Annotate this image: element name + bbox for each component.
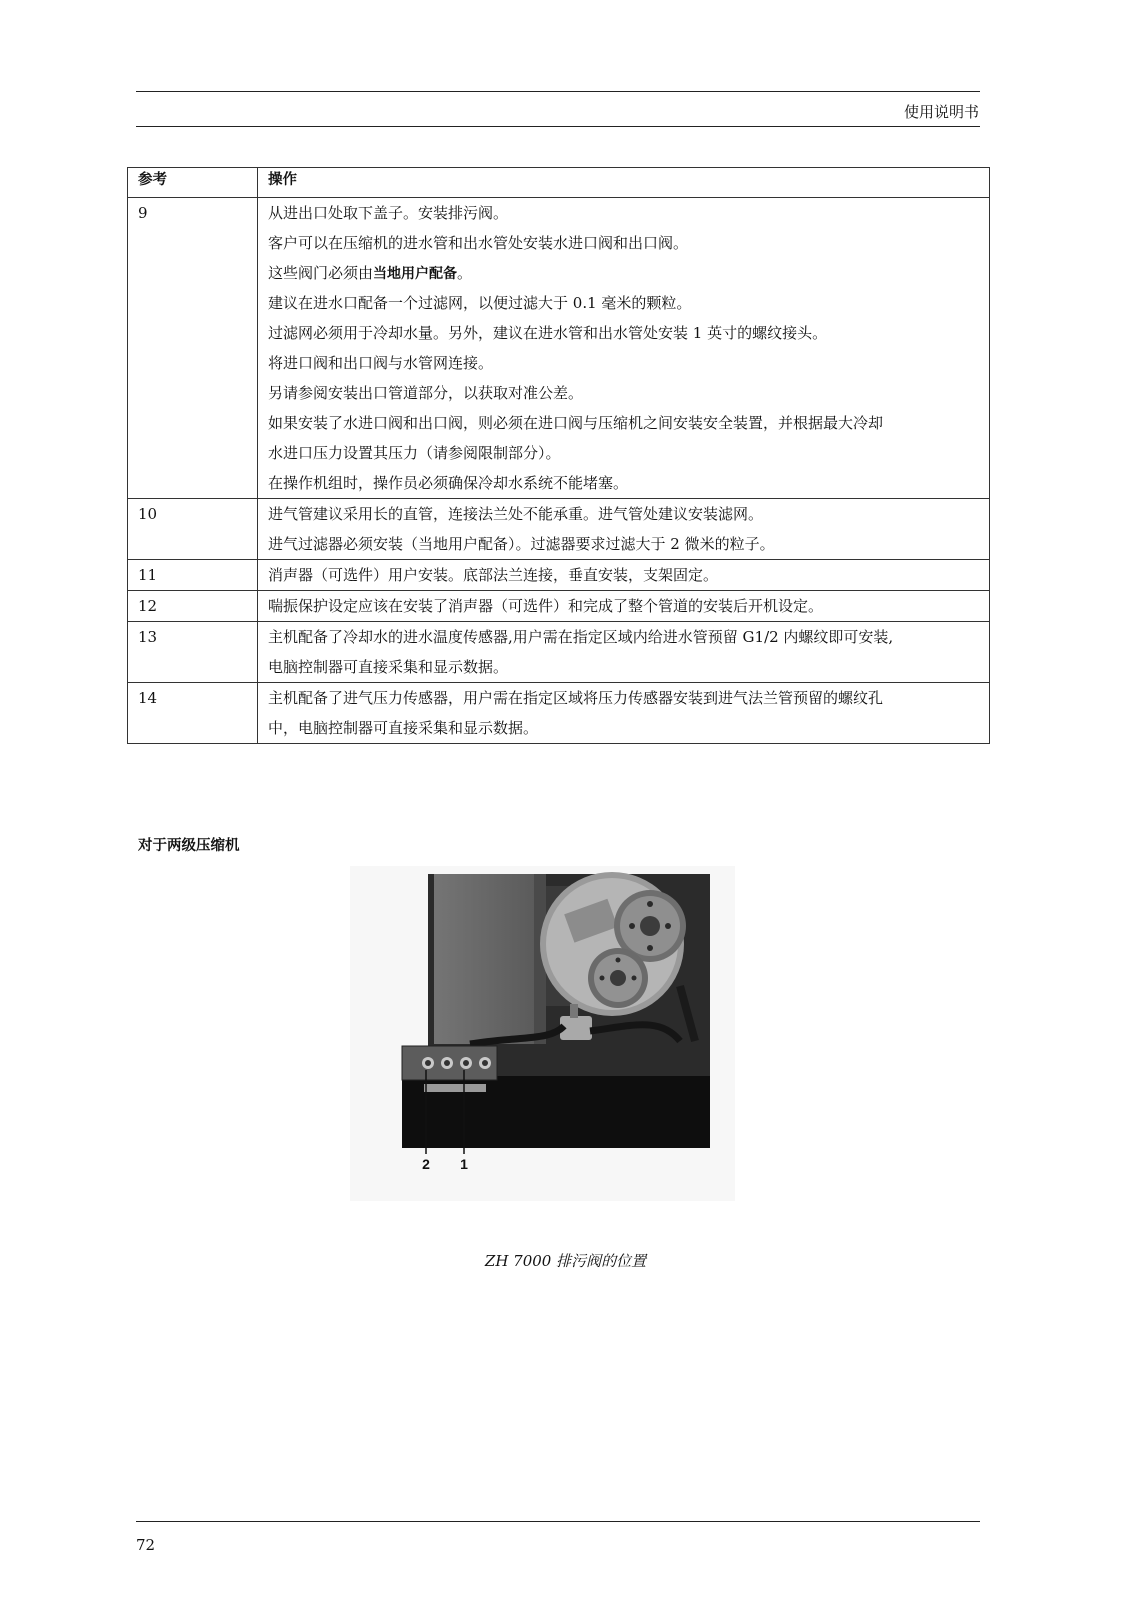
operation-text: 进气过滤器必须安装（当地用户配备）。过滤器要求过滤大于 2 微米的粒子。 [268,535,775,553]
operation-line [268,348,979,378]
reference-cell [128,499,258,560]
reference-cell [128,198,258,499]
operation-line [268,228,979,258]
operations-table [127,167,990,744]
operation-line [268,438,979,468]
table-row [128,560,990,591]
operation-line [268,408,979,438]
section-heading: 对于两级压缩机 [138,838,240,854]
column-header-reference: 参考 [128,168,258,198]
reference-number: 9 [138,204,148,222]
column-header-operation: 操作 [258,168,990,198]
operation-line [268,591,979,621]
operation-text: 水进口压力设置其压力（请参阅限制部分）。 [268,444,561,462]
table-row [128,591,990,622]
document-title: 使用说明书 [903,103,979,121]
operation-text: 主机配备了冷却水的进水温度传感器,用户需在指定区域内给进水管预留 G1/2 内螺纹即可安装, [268,628,894,646]
operation-text: 消声器（可选件）用户安装。底部法兰连接，垂直安装，支架固定。 [268,566,719,584]
operation-cell [258,198,990,499]
reference-number: 10 [138,505,158,523]
reference-cell [128,683,258,744]
operation-text: 主机配备了进气压力传感器，用户需在指定区域将压力传感器安装到进气法兰管预留的螺纹孔 [268,689,884,707]
operation-line [268,529,979,559]
operation-cell [258,591,990,622]
operation-text: 客户可以在压缩机的进水管和出水管处安装水进口阀和出口阀。 [268,234,689,252]
figure-caption: ZH 7000 排污阀的位置 [484,1252,647,1270]
operation-text: 电脑控制器可直接采集和显示数据。 [268,658,509,676]
operation-line [268,378,979,408]
compressor-photo-illustration [350,866,735,1201]
reference-cell [128,591,258,622]
operation-text: 建议在进水口配备一个过滤网，以便过滤大于 0.1 毫米的颗粒。 [268,294,692,312]
table-row [128,499,990,560]
reference-cell [128,622,258,683]
operation-text: 另请参阅安装出口管道部分，以获取对准公差。 [268,384,584,402]
operation-line [268,288,979,318]
operation-cell [258,560,990,591]
header-top-rule [136,91,980,92]
operation-cell [258,683,990,744]
reference-cell [128,560,258,591]
footer-rule [136,1521,980,1522]
reference-number: 12 [138,597,158,615]
operation-text: 喘振保护设定应该在安装了消声器（可选件）和完成了整个管道的安装后开机设定。 [268,597,824,615]
operation-line [268,318,979,348]
page-number: 72 [136,1536,156,1554]
emphasized-text: 当地用户配备 [373,266,458,282]
operation-line [268,468,979,498]
operation-text: 将进口阀和出口阀与水管网连接。 [268,354,494,372]
drain-valve-photo [350,866,735,1201]
operation-text: 中，电脑控制器可直接采集和显示数据。 [268,719,539,737]
operation-text: 进气管建议采用长的直管，连接法兰处不能承重。进气管处建议安装滤网。 [268,505,764,523]
operation-line [268,713,979,743]
operation-line [268,499,979,529]
operation-line [268,198,979,228]
reference-number: 13 [138,628,158,646]
reference-number: 14 [138,689,158,707]
operation-line [268,652,979,682]
operation-line [268,258,979,288]
operation-text: 如果安装了水进口阀和出口阀，则必须在进口阀与压缩机之间安装安全装置，并根据最大冷却 [268,414,884,432]
table-header-row [128,168,990,198]
operation-text: 过滤网必须用于冷却水量。另外，建议在进水管和出水管处安装 1 英寸的螺纹接头。 [268,324,828,342]
callout-label-1: 1 [460,1156,468,1172]
table-row [128,198,990,499]
operation-text: 这些阀门必须由 [268,264,374,282]
table-row [128,622,990,683]
reference-number: 11 [138,566,158,584]
operation-line [268,622,979,652]
operation-line [268,683,979,713]
table-row [128,683,990,744]
header-bottom-rule [136,126,980,127]
operation-cell [258,499,990,560]
operation-text: 从进出口处取下盖子。安装排污阀。 [268,204,509,222]
operation-cell [258,622,990,683]
operation-text: 在操作机组时，操作员必须确保冷却水系统不能堵塞。 [268,474,629,492]
operation-line [268,560,979,590]
callout-label-2: 2 [422,1156,430,1172]
operation-text: 。 [457,264,473,282]
